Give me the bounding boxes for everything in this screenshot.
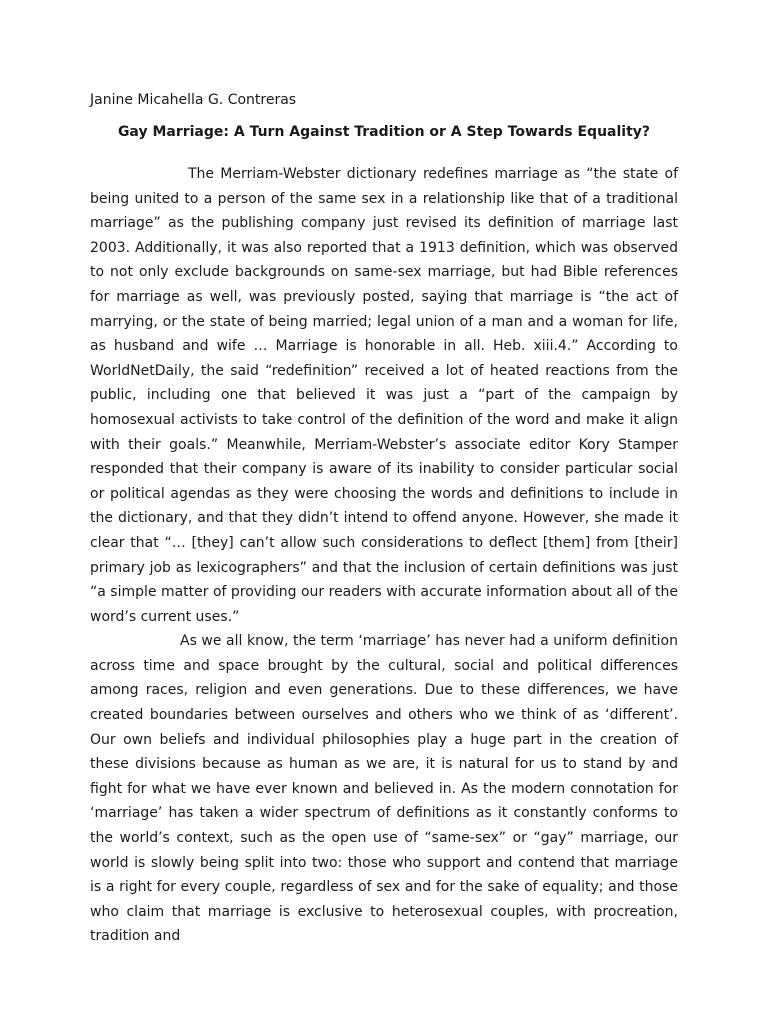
body-text bbox=[90, 162, 678, 949]
author-name: Janine Micahella G. Contreras bbox=[90, 92, 297, 108]
paragraph-1: The Merriam-Webster dictionary redefines marriage as “the state of being united to a person of the same sex in a relationship like that of a traditional marriage” as the publishing company just revised its definition of marriage last 2003. Additionally, it was also reported that a 1913 definition, which was observed to not only exclude backgrounds on same-sex marriage, but had Bible references for marriage as well, was previously posted, saying that marriage is “the act of marrying, or the state of being married; legal union of a man and a woman for life, as husband and wife … Marriage is honorable in all. Heb. xiii.4.” According to WorldNetDaily, the said “redefinition” received a lot of heated reactions from the public, including one that believed it was just a “part of the campaign by homosexual activists to take control of the definition of the word and make it align with their goals.” Meanwhile, Merriam-Webster’s associate editor Kory Stamper responded that their company is aware of its inability to consider particular social or political agendas as they were choosing the words and definitions to include in the dictionary, and that they didn’t intend to offend anyone. However, she made it clear that “… [they] can’t allow such considerations to deflect [them] from [their] primary job as lexicographers” and that the inclusion of certain definitions was just “a simple matter of providing our readers with accurate information about all of the word’s current uses.” bbox=[90, 166, 678, 625]
document-title: Gay Marriage: A Turn Against Tradition or A Step Towards Equality? bbox=[117, 124, 651, 140]
paragraph-2: As we all know, the term ‘marriage’ has never had a uniform definition across time and space brought by the cultural, social and political differences among races, religion and even generations. Due to these differences, we have created boundaries between ourselves and others who we think of as ‘different’. Our own beliefs and individual philosophies play a huge part in the creation of these divisions because as human as we are, it is natural for us to stand by and fight for what we have ever known and believed in. As the modern connotation for ‘marriage’ has taken a wider spectrum of definitions as it constantly conforms to the world’s context, such as the open use of “same-sex” or “gay” marriage, our world is slowly being split into two: those who support and contend that marriage is a right for every couple, regardless of sex and for the sake of equality; and those who claim that marriage is exclusive to heterosexual couples, with procreation, tradition and bbox=[90, 633, 678, 945]
